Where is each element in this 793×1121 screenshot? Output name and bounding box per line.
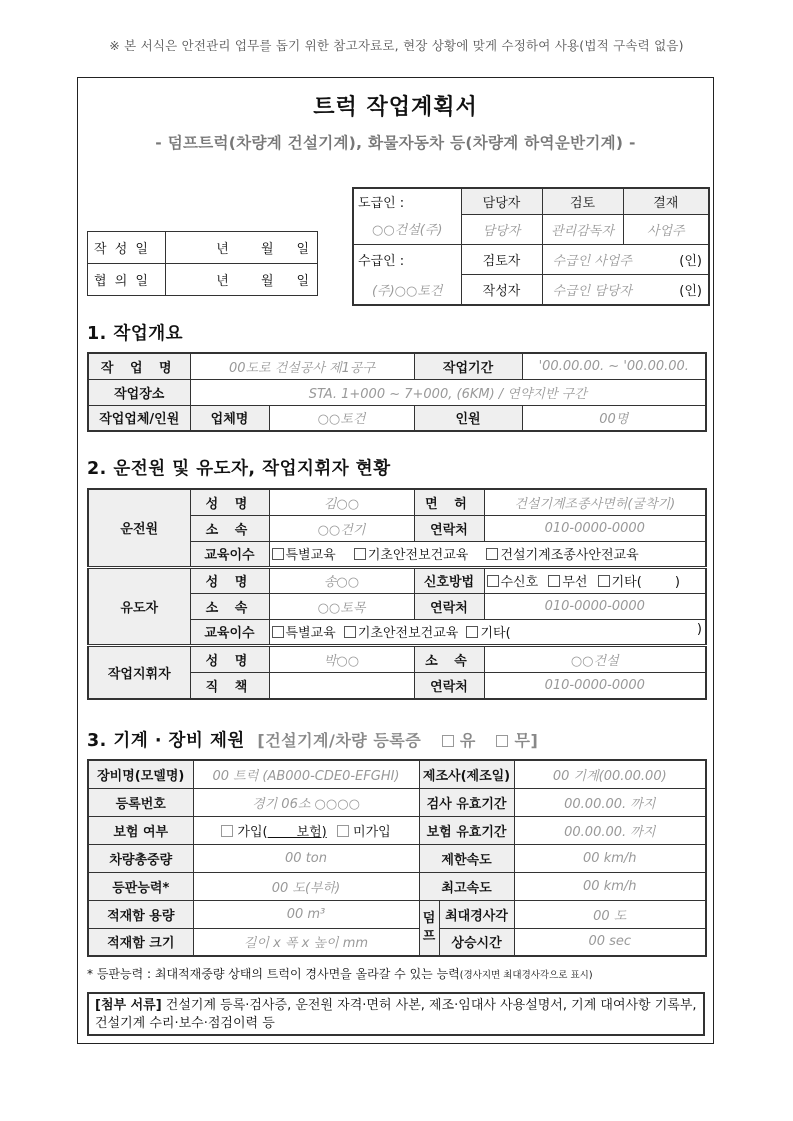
max-speed-label: 최고속도 (419, 872, 514, 900)
section1-title: 1. 작업개요 (87, 324, 184, 344)
guide-edu-close: ) (696, 622, 702, 637)
maker-value[interactable]: 00 기계(00.00.00) (514, 760, 706, 788)
checkbox-icon (496, 735, 508, 747)
equipment-spec-table (87, 759, 707, 957)
speed-limit-value[interactable]: 00 km/h (514, 844, 706, 872)
written-date-label: 작 성 일 (88, 232, 166, 264)
guide-affil-label: 소 속 (190, 593, 269, 619)
registration-note: [건설기계/차량 등록증 (257, 731, 422, 750)
company-name-label: 업체명 (190, 405, 269, 431)
checkbox-icon (442, 735, 454, 747)
driver-affil-value[interactable]: ○○건기 (269, 515, 414, 541)
signal-hand-checkbox[interactable]: 수신호 (487, 575, 539, 590)
checkbox-icon (466, 626, 478, 638)
supervisor-name-label: 성 명 (190, 645, 269, 672)
insure-valid-label: 보험 유효기간 (419, 816, 514, 844)
checkbox-icon (272, 626, 284, 638)
work-location-label: 작업장소 (88, 379, 190, 405)
signer-manager[interactable]: 담당자 (461, 214, 542, 244)
guide-contact-label: 연락처 (414, 593, 484, 619)
supervisor-affil-value[interactable]: ○○건설 (484, 645, 706, 672)
capacity-value[interactable]: 00 m³ (193, 900, 419, 928)
section3-title-wrap (87, 727, 538, 752)
subcontractor-value[interactable]: (주)○○토건 (353, 274, 461, 305)
written-day[interactable]: 일 (280, 232, 318, 264)
headcount-label: 인원 (414, 405, 522, 431)
disclaimer-notice: ※ 본 서식은 안전관리 업무를 돕기 위한 참고자료로, 현장 상황에 맞게 수정하여 사용(법적 구속력 없음) (109, 38, 684, 53)
driver-name-value[interactable]: 김○○ (269, 489, 414, 515)
dates-table (87, 231, 318, 296)
checkbox-icon (487, 575, 499, 587)
attachments-text: 건설기계 등록·검사증, 운전원 자격·면허 사본, 제조·임대사 사용설명서, 기계 대여사항 기록부, 건설기계 수리·보수·점검이력 등 (95, 998, 697, 1031)
checkbox-icon (598, 575, 610, 587)
written-year[interactable]: 년 (204, 232, 242, 264)
size-label: 적재함 크기 (88, 928, 193, 956)
work-location-value[interactable]: STA. 1+000 ~ 7+000, (6KM) / 연약지반 구간 (190, 379, 706, 405)
personnel-table (87, 488, 707, 700)
checkbox-icon (221, 825, 233, 837)
work-overview-table (87, 352, 707, 432)
checkbox-icon (344, 626, 356, 638)
guide-signal-label: 신호방법 (414, 567, 484, 593)
model-label: 장비명(모델명) (88, 760, 193, 788)
writer-label: 작성자 (461, 274, 542, 305)
supervisor-name-value[interactable]: 박○○ (269, 645, 414, 672)
signer-owner[interactable]: 사업주 (623, 214, 709, 244)
reviewer-seal: (인) (679, 253, 702, 269)
rise-value[interactable]: 00 sec (514, 928, 706, 956)
regno-label: 등록번호 (88, 788, 193, 816)
tilt-value[interactable]: 00 도 (514, 900, 706, 928)
guide-edu-special-checkbox[interactable]: 특별교육 (272, 626, 336, 641)
tilt-label: 최대경사각 (439, 900, 514, 928)
driver-edu-label: 교육이수 (190, 541, 269, 567)
written-month[interactable]: 월 (242, 232, 280, 264)
driver-edu-operator-checkbox[interactable]: 건설기계조종사안전교육 (486, 548, 638, 563)
inspect-label: 검사 유효기간 (419, 788, 514, 816)
guide-name-label: 성 명 (190, 567, 269, 593)
max-speed-value[interactable]: 00 km/h (514, 872, 706, 900)
size-value[interactable]: 길이 x 폭 x 높이 mm (193, 928, 419, 956)
driver-contact-value[interactable]: 010-0000-0000 (484, 515, 706, 541)
guide-label: 유도자 (88, 567, 190, 645)
driver-edu-basic-checkbox[interactable]: 기초안전보건교육 (354, 548, 468, 563)
insure-join-checkbox[interactable]: 가입( 보험) (221, 825, 326, 840)
contractor-label: 도급인 : (353, 188, 461, 214)
approval-header-manager: 담당자 (461, 188, 542, 214)
capacity-label: 적재함 용량 (88, 900, 193, 928)
guide-edu-basic-checkbox[interactable]: 기초안전보건교육 (344, 626, 458, 641)
agreed-day[interactable]: 일 (280, 264, 318, 296)
company-name-value[interactable]: ○○토건 (269, 405, 414, 431)
work-name-value[interactable]: 00도로 건설공사 제1공구 (190, 353, 414, 379)
attachments-label: [첨부 서류] (95, 998, 162, 1013)
writer-seal: (인) (679, 283, 702, 299)
document-title: 트럭 작업계획서 (313, 95, 478, 120)
checkbox-icon (272, 548, 284, 560)
climb-value[interactable]: 00 도(부하) (193, 872, 419, 900)
signal-radio-checkbox[interactable]: 무선 (548, 575, 587, 590)
insure-nojoin-checkbox[interactable]: 미가입 (337, 825, 391, 840)
driver-license-value[interactable]: 건설기계조종사면허(굴착기) (484, 489, 706, 515)
weight-value[interactable]: 00 ton (193, 844, 419, 872)
maker-label: 제조사(제조일) (419, 760, 514, 788)
speed-limit-label: 제한속도 (419, 844, 514, 872)
driver-affil-label: 소 속 (190, 515, 269, 541)
writer-value[interactable]: 수급인 담당자 (552, 283, 632, 299)
checkbox-icon (354, 548, 366, 560)
registration-yes-checkbox[interactable]: 유 (442, 731, 476, 750)
supervisor-contact-label: 연락처 (414, 672, 484, 699)
checkbox-icon (337, 825, 349, 837)
checkbox-icon (548, 575, 560, 587)
signer-supervisor[interactable]: 관리감독자 (542, 214, 623, 244)
guide-edu-other-checkbox[interactable]: 기타( (466, 626, 510, 641)
agreed-date-label: 협 의 일 (88, 264, 166, 296)
guide-contact-value[interactable]: 010-0000-0000 (484, 593, 706, 619)
headcount-value[interactable]: 00명 (522, 405, 706, 431)
climb-label: 등판능력* (88, 872, 193, 900)
section3-title: 3. 기계 · 장비 제원 (87, 731, 245, 751)
subcontractor-label: 수급인 : (353, 244, 461, 274)
attachments-box (87, 992, 705, 1036)
supervisor-affil-label: 소 속 (414, 645, 484, 672)
climb-footnote: * 등판능력 : 최대적재중량 상태의 트럭이 경사면을 올라갈 수 있는 능력(경사지면 최대경사각으로 표시) (87, 967, 593, 981)
regno-value[interactable]: 경기 06소 ○○○○ (193, 788, 419, 816)
supervisor-label: 작업지휘자 (88, 645, 190, 699)
signal-other-checkbox[interactable]: 기타( ) (598, 575, 680, 590)
reviewer-label: 검토자 (461, 244, 542, 274)
model-value[interactable]: 00 트럭 (AB000-CDE0-EFGHI) (193, 760, 419, 788)
rise-label: 상승시간 (439, 928, 514, 956)
work-company-label: 작업업체/인원 (88, 405, 190, 431)
insure-label: 보험 여부 (88, 816, 193, 844)
approval-table (352, 187, 710, 306)
work-period-label: 작업기간 (414, 353, 522, 379)
work-name-label: 작 업 명 (88, 353, 190, 379)
guide-affil-value[interactable]: ○○토목 (269, 593, 414, 619)
guide-name-value[interactable]: 송○○ (269, 567, 414, 593)
insure-valid-value[interactable]: 00.00.00. 까지 (514, 816, 706, 844)
approval-header-review: 검토 (542, 188, 623, 214)
guide-edu-label: 교육이수 (190, 619, 269, 645)
weight-label: 차량총중량 (88, 844, 193, 872)
work-period-value[interactable]: '00.00.00. ~ '00.00.00. (522, 353, 706, 379)
supervisor-position-value[interactable] (269, 672, 414, 699)
driver-label: 운전원 (88, 489, 190, 567)
driver-edu-special-checkbox[interactable]: 특별교육 (272, 548, 336, 563)
reviewer-value[interactable]: 수급인 사업주 (552, 253, 632, 269)
registration-no-checkbox[interactable]: 무] (496, 731, 538, 750)
driver-contact-label: 연락처 (414, 515, 484, 541)
inspect-value[interactable]: 00.00.00. 까지 (514, 788, 706, 816)
document-subtitle: - 덤프트럭(차량계 건설기계), 화물자동차 등(차량계 하역운반기계) - (155, 134, 636, 152)
agreed-year[interactable]: 년 (204, 264, 242, 296)
checkbox-icon (486, 548, 498, 560)
approval-header-approve: 결재 (623, 188, 709, 214)
driver-license-label: 면 허 (414, 489, 484, 515)
agreed-month[interactable]: 월 (242, 264, 280, 296)
dump-label: 덤 프 (419, 900, 439, 956)
supervisor-position-label: 직 책 (190, 672, 269, 699)
driver-name-label: 성 명 (190, 489, 269, 515)
supervisor-contact-value[interactable]: 010-0000-0000 (484, 672, 706, 699)
section2-title: 2. 운전원 및 유도자, 작업지휘자 현황 (87, 459, 391, 479)
contractor-value[interactable]: ○○건설(주) (353, 214, 461, 244)
